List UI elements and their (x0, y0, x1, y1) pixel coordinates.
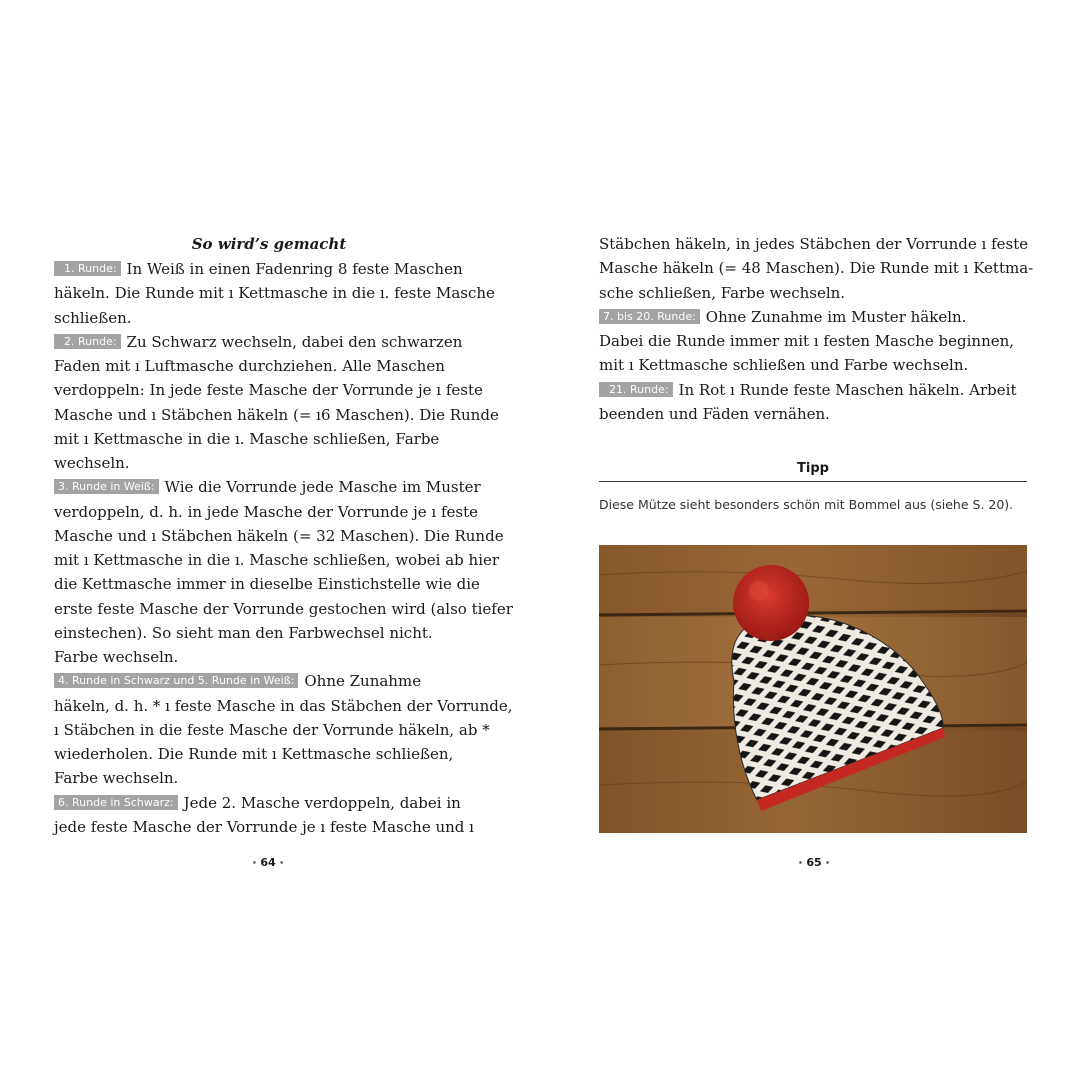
line-text: erste feste Masche der Vorrunde gestochen wird (also tiefer (54, 599, 513, 618)
text-line (54, 548, 513, 572)
round-label: 3. Runde in Weiß: (54, 479, 159, 494)
text-line (599, 232, 1033, 256)
line-text: jede feste Masche der Vorrunde je ı feste Masche und ı (54, 817, 474, 836)
text-line (599, 281, 1033, 305)
line-text: wiederholen. Die Runde mit ı Kettmasche schließen, (54, 745, 454, 763)
line-text: Zu Schwarz wechseln, dabei den schwarzen (126, 332, 463, 351)
text-line (54, 815, 513, 839)
page-number-left: · 64 · (252, 856, 284, 869)
text-line (54, 669, 513, 693)
line-text: Masche häkeln (= 48 Maschen). Die Runde mit ı Kettma- (599, 259, 1034, 278)
line-text: Farbe wechseln. (54, 769, 179, 788)
text-line (599, 329, 1033, 353)
text-line (599, 402, 1033, 426)
line-text: Dabei die Runde immer mit ı festen Masche beginnen, (599, 332, 1015, 350)
tipp-text: Diese Mütze sieht besonders schön mit Bommel aus (siehe S. 20). (599, 497, 1014, 512)
text-line (599, 256, 1033, 280)
round-label: 2. Runde: (54, 334, 121, 349)
text-line (54, 500, 513, 524)
round-label: 21. Runde: (599, 382, 673, 397)
tipp-divider (599, 481, 1027, 482)
text-line (54, 597, 513, 621)
text-line (599, 353, 1033, 377)
text-line (54, 281, 513, 305)
text-line (54, 742, 513, 766)
text-line (54, 524, 513, 548)
text-line (54, 451, 513, 475)
text-line (54, 427, 513, 451)
line-text: Masche und ı Stäbchen häkeln (= 32 Maschen). Die Runde (54, 526, 504, 545)
text-line (54, 791, 513, 815)
text-line (54, 475, 513, 499)
round-label: 1. Runde: (54, 261, 121, 276)
section-heading: So wird’s gemacht (191, 235, 347, 253)
text-line (54, 766, 513, 790)
instructions-text-continued (599, 232, 1033, 426)
text-line (54, 354, 513, 378)
tipp-heading: Tipp (797, 461, 829, 476)
round-label: 6. Runde in Schwarz: (54, 795, 178, 810)
line-text: In Rot ı Runde feste Maschen häkeln. Arbeit (678, 380, 1017, 399)
line-text: Wie die Vorrunde jede Masche im Muster (164, 478, 481, 497)
line-text: die Kettmasche immer in dieselbe Einstichstelle wie die (54, 575, 480, 594)
line-text: Farbe wechseln. (54, 648, 179, 666)
page-number-right: · 65 · (798, 856, 830, 869)
text-line (54, 645, 513, 669)
text-line (54, 572, 513, 596)
line-text: Stäbchen häkeln, in jedes Stäbchen der Vorrunde ı feste (599, 235, 1029, 253)
line-text: verdoppeln, d. h. in jede Masche der Vorrunde je ı feste (54, 502, 478, 521)
line-text: schließen. (54, 308, 132, 327)
line-text: Ohne Zunahme (304, 672, 422, 691)
text-line (54, 621, 513, 645)
text-line (599, 305, 1033, 329)
round-label: 7. bis 20. Runde: (599, 309, 700, 324)
text-line (54, 403, 513, 427)
line-text: mit ı Kettmasche schließen und Farbe wechseln. (599, 356, 969, 375)
line-text: Ohne Zunahme im Muster häkeln. (705, 307, 967, 326)
text-line (54, 330, 513, 354)
line-text: einstechen). So sieht man den Farbwechsel nicht. (54, 623, 433, 642)
hat-photo (599, 545, 1027, 833)
text-line (54, 694, 513, 718)
line-text: häkeln. Die Runde mit ı Kettmasche in die ı. feste Masche (54, 284, 495, 303)
text-line (599, 378, 1033, 402)
round-label: 4. Runde in Schwarz und 5. Runde in Weiß: (54, 673, 298, 688)
line-text: Faden mit ı Luftmasche durchziehen. Alle Maschen (54, 357, 445, 375)
text-line (54, 306, 513, 330)
line-text: mit ı Kettmasche in die ı. Masche schließen, Farbe (54, 429, 440, 448)
line-text: verdoppeln: In jede feste Masche der Vorrunde je ı feste (54, 381, 483, 400)
text-line (54, 378, 513, 402)
text-line (54, 257, 513, 281)
line-text: Masche und ı Stäbchen häkeln (= ı6 Maschen). Die Runde (54, 405, 499, 424)
text-line (54, 718, 513, 742)
line-text: beenden und Fäden vernähen. (599, 404, 830, 423)
line-text: sche schließen, Farbe wechseln. (599, 283, 846, 302)
line-text: Jede 2. Masche verdoppeln, dabei in (183, 793, 461, 812)
line-text: häkeln, d. h. * ı feste Masche in das Stäbchen der Vorrunde, (54, 696, 513, 715)
line-text: wechseln. (54, 454, 130, 472)
instructions-text (54, 257, 513, 839)
line-text: In Weiß in einen Fadenring 8 feste Maschen (126, 260, 463, 278)
line-text: mit ı Kettmasche in die ı. Masche schließen, wobei ab hier (54, 551, 500, 569)
line-text: ı Stäbchen in die feste Masche der Vorrunde häkeln, ab * (54, 720, 490, 739)
